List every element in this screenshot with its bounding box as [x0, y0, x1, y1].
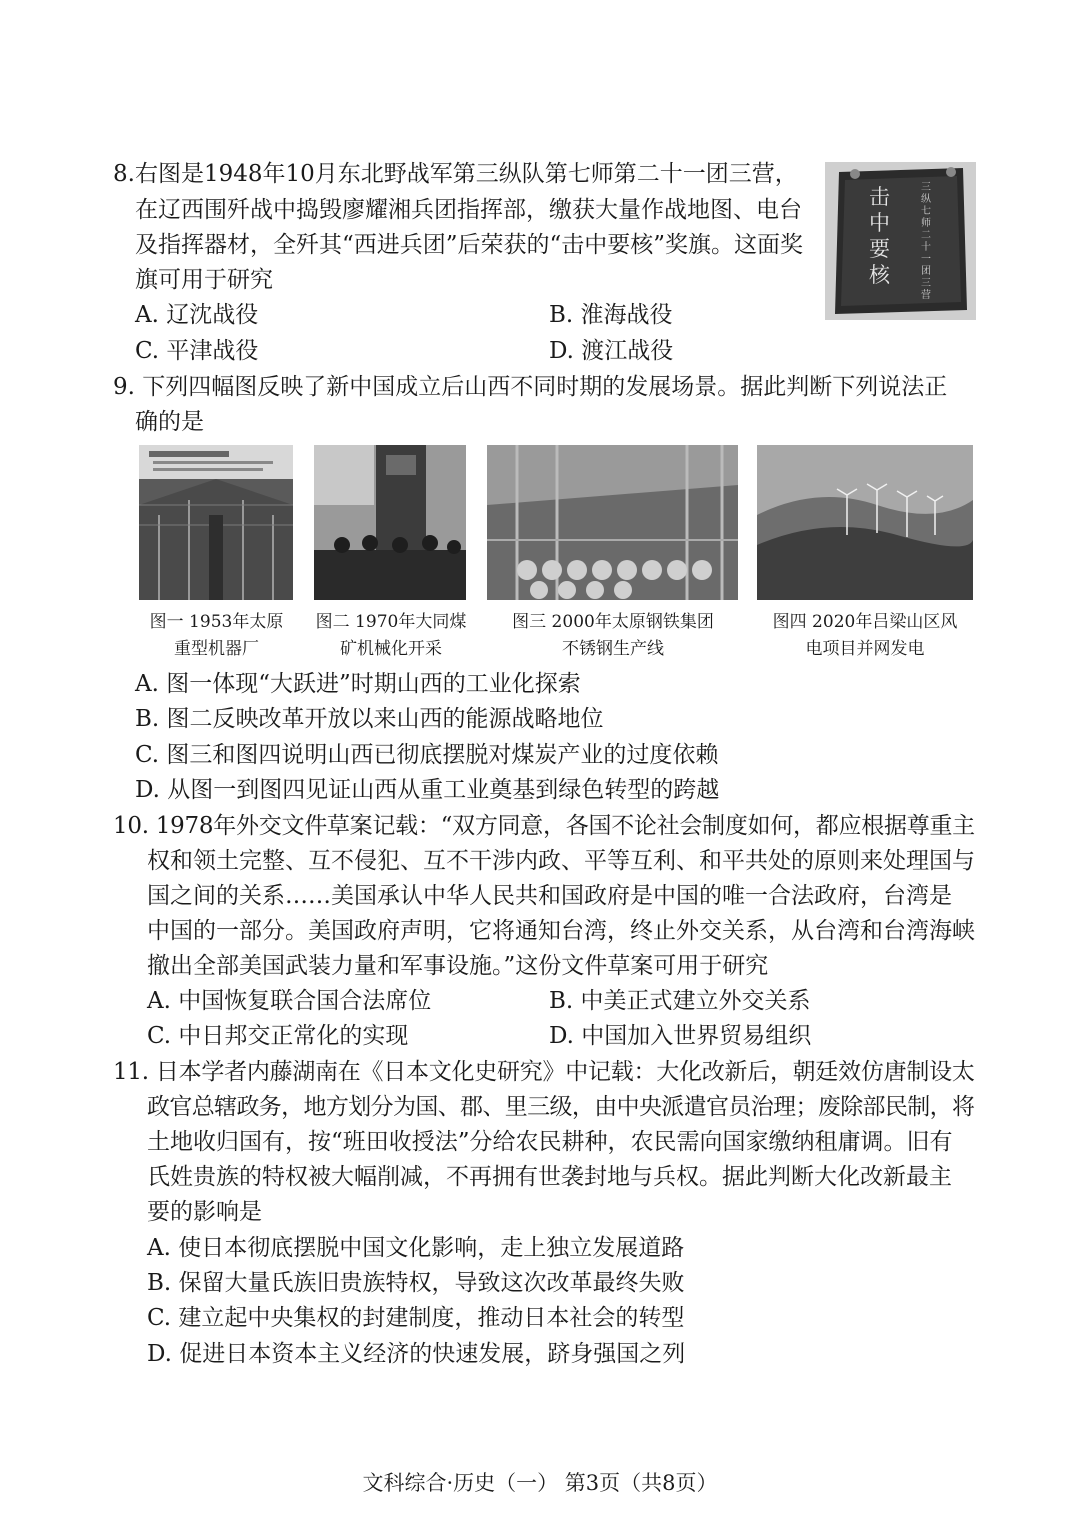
q10-line-5: 撤出全部美国武装力量和军事设施。”这份文件草案可用于研究: [147, 953, 769, 979]
q11-option-b: B. 保留大量氏族旧贵族特权，导致这次改革最终失败: [147, 1270, 685, 1296]
q9-line-1: 9. 下列四幅图反映了新中国成立后山西不同时期的发展场景。据此判断下列说法正: [113, 374, 948, 400]
q10-line-1: 10. 1978年外交文件草案记载：“双方同意，各国不论社会制度如何，都应根据尊重主: [113, 813, 975, 839]
award-flag-image: [825, 162, 976, 320]
q11-line-2: 政官总辖政务，地方划分为国、郡、里三级，由中央派遣官员治理；废除部民制，将: [147, 1094, 975, 1120]
q10-line-2: 权和领土完整、互不侵犯、互不干涉内政、平等互利、和平共处的原则来处理国与: [147, 848, 975, 874]
figure-2-miners-photo: [314, 445, 466, 600]
q11-line-4: 氏姓贵族的特权被大幅削减，不再拥有世袭封地与兵权。据此判断大化改新最主: [147, 1164, 952, 1190]
q10-option-a: A. 中国恢复联合国合法席位: [147, 988, 432, 1014]
q10-line-3: 国之间的关系……美国承认中华人民共和国政府是中国的唯一合法政府，台湾是: [147, 883, 952, 909]
figure-3-caption-line-2: 不锈钢生产线: [562, 639, 664, 659]
q8-option-a: A. 辽沈战役: [135, 302, 259, 328]
figure-2-caption-line-2: 矿机械化开采: [340, 639, 442, 659]
q11-line-1: 11. 日本学者内藤湖南在《日本文化史研究》中记载：大化改新后，朝廷效仿唐制设太: [113, 1059, 975, 1085]
figure-1-factory-photo: [139, 445, 293, 600]
figure-4-caption-line-1: 图四 2020年吕梁山区风: [772, 612, 958, 632]
q11-line-5: 要的影响是: [147, 1199, 262, 1225]
q8-option-d: D. 渡江战役: [549, 338, 674, 364]
q10-option-d: D. 中国加入世界贸易组织: [549, 1023, 812, 1049]
figure-1-caption-line-1: 图一 1953年太原: [149, 612, 284, 632]
figure-3-steel-line-photo: [487, 445, 738, 600]
q9-option-c: C. 图三和图四说明山西已彻底摆脱对煤炭产业的过度依赖: [135, 742, 719, 768]
figure-1-caption-line-2: 重型机器厂: [174, 639, 259, 659]
q8-option-c: C. 平津战役: [135, 338, 259, 364]
q9-option-a: A. 图一体现“大跃进”时期山西的工业化探索: [135, 671, 581, 697]
q11-option-c: C. 建立起中央集权的封建制度，推动日本社会的转型: [147, 1305, 685, 1331]
flag-main-text: 击中要核: [869, 185, 890, 287]
page-footer: 文科综合·历史（一） 第3页（共8页）: [362, 1471, 718, 1495]
q8-option-b: B. 淮海战役: [549, 302, 673, 328]
q11-option-d: D. 促进日本资本主义经济的快速发展，跻身强国之列: [147, 1341, 686, 1367]
q8-line-2: 在辽西围歼战中捣毁廖耀湘兵团指挥部，缴获大量作战地图、电台: [135, 197, 802, 223]
figure-2-caption-line-1: 图二 1970年大同煤: [315, 612, 467, 632]
q9-line-2: 确的是: [135, 409, 204, 435]
q11-line-3: 土地收归国有，按“班田收授法”分给农民耕种，农民需向国家缴纳租庸调。旧有: [147, 1129, 953, 1155]
q11-option-a: A. 使日本彻底摆脱中国文化影响，走上独立发展道路: [147, 1235, 685, 1261]
figure-4-wind-farm-photo: [757, 445, 973, 600]
award-flag-photo: [825, 162, 976, 320]
q9-option-b: B. 图二反映改革开放以来山西的能源战略地位: [135, 706, 604, 732]
q10-option-b: B. 中美正式建立外交关系: [549, 988, 811, 1014]
figure-3-caption-line-1: 图三 2000年太原钢铁集团: [512, 612, 714, 632]
flag-side-text: 三纵七师二十一团三营: [921, 182, 931, 301]
q8-line-4: 旗可用于研究: [135, 267, 273, 293]
q10-option-c: C. 中日邦交正常化的实现: [147, 1023, 409, 1049]
q8-line-1: 8.右图是1948年10月东北野战军第三纵队第七师第二十一团三营，: [113, 161, 798, 187]
q8-line-3: 及指挥器材，全歼其“西进兵团”后荣获的“击中要核”奖旗。这面奖: [135, 232, 804, 258]
figure-4-caption-line-2: 电项目并网发电: [805, 639, 925, 659]
q10-line-4: 中国的一部分。美国政府声明，它将通知台湾，终止外交关系，从台湾和台湾海峡: [147, 918, 975, 944]
q9-option-d: D. 从图一到图四见证山西从重工业奠基到绿色转型的跨越: [135, 777, 720, 803]
